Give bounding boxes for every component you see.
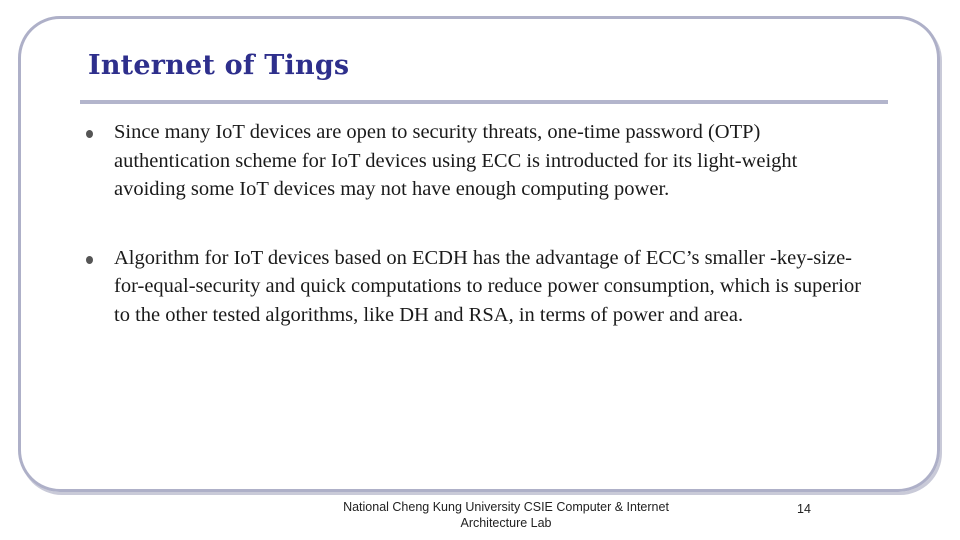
bullet-item-otp [84, 118, 874, 204]
bullet-text: Since many IoT devices are open to security threats, one-time password (OTP) authentication scheme for IoT devices using ECC is introducted for its light-weight avoiding some IoT devices may not have enough computing power. [114, 121, 798, 200]
page-number: 14 [797, 502, 811, 516]
title-divider [80, 100, 888, 104]
bullet-dot-icon [86, 130, 93, 138]
bullet-text: Algorithm for IoT devices based on ECDH has the advantage of ECC’s smaller -key-size-for-equal-security and quick computations to reduce power consumption, which is superior to the other tested algorithms, like DH and RSA, in terms of power and area. [114, 246, 862, 326]
slide-title: Internet of Tings [88, 50, 350, 81]
bullet-dot-icon [86, 256, 93, 264]
bullet-item-ecdh [84, 244, 874, 330]
footer-institution [296, 499, 716, 531]
footer-line-1: National Cheng Kung University CSIE Computer & Internet [343, 500, 669, 514]
bullet-list [84, 118, 874, 369]
footer-line-2: Architecture Lab [460, 516, 552, 530]
